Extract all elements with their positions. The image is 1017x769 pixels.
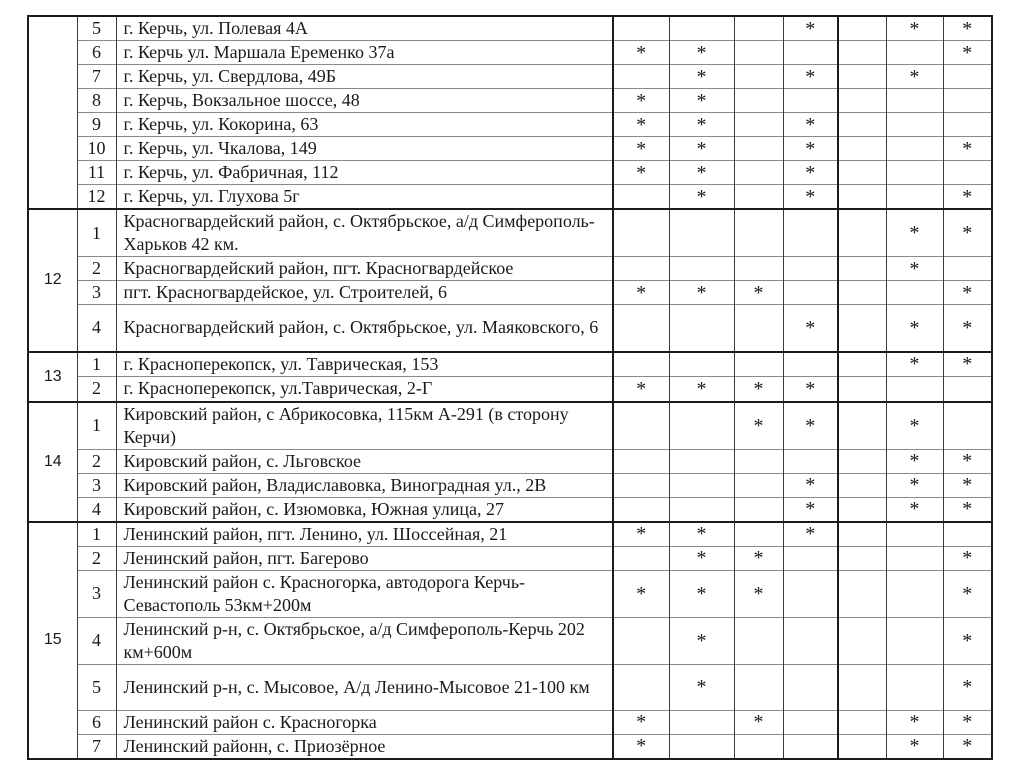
row-number-cell: 3 [77,281,116,305]
mark-cell [886,113,943,137]
group-cell: 14 [28,402,77,522]
mark-cell [886,281,943,305]
mark-cell [838,137,886,161]
mark-cell [669,209,734,257]
mark-cell [838,570,886,617]
address-cell: г. Керчь, ул. Свердлова, 49Б [116,65,613,89]
mark-cell [838,209,886,257]
address-cell: г. Керчь, ул. Полевая 4А [116,16,613,41]
row-number-cell: 9 [77,113,116,137]
mark-cell: * [669,377,734,402]
mark-cell: * [943,710,992,734]
mark-cell: * [943,497,992,522]
mark-cell: * [669,281,734,305]
group-cell: 13 [28,352,77,402]
mark-cell [669,710,734,734]
mark-cell [838,449,886,473]
address-inspection-table [27,15,993,760]
mark-cell [838,352,886,377]
mark-cell [734,137,783,161]
address-cell: г. Красноперекопск, ул. Таврическая, 153 [116,352,613,377]
mark-cell: * [669,617,734,664]
mark-cell [838,377,886,402]
address-cell: Ленинский район, пгт. Багерово [116,546,613,570]
mark-cell [943,522,992,547]
mark-cell [669,449,734,473]
row-number-cell: 10 [77,137,116,161]
mark-cell [613,209,669,257]
mark-cell: * [783,522,838,547]
mark-cell: * [943,546,992,570]
mark-cell [838,113,886,137]
mark-cell [886,617,943,664]
row-number-cell: 4 [77,617,116,664]
mark-cell [613,305,669,352]
mark-cell: * [783,65,838,89]
row-number-cell: 2 [77,257,116,281]
mark-cell [783,352,838,377]
address-cell: Кировский район, с. Изюмовка, Южная улица, 27 [116,497,613,522]
mark-cell [734,497,783,522]
mark-cell: * [669,570,734,617]
address-cell: Ленинский район с. Красногорка, автодорога Керчь-Севастополь 53км+200м [116,570,613,617]
mark-cell [943,257,992,281]
mark-cell [734,473,783,497]
mark-cell [613,402,669,450]
mark-cell: * [943,281,992,305]
mark-cell [838,185,886,210]
mark-cell [838,497,886,522]
address-cell: Ленинский район с. Красногорка [116,710,613,734]
address-cell: г. Керчь, ул. Кокорина, 63 [116,113,613,137]
row-number-cell: 1 [77,402,116,450]
mark-cell [669,473,734,497]
mark-cell: * [886,449,943,473]
mark-cell [783,41,838,65]
mark-cell [886,377,943,402]
mark-cell [613,65,669,89]
mark-cell: * [783,16,838,41]
mark-cell [613,257,669,281]
mark-cell: * [669,522,734,547]
mark-cell: * [886,710,943,734]
row-number-cell: 7 [77,734,116,759]
mark-cell: * [783,113,838,137]
mark-cell: * [783,497,838,522]
mark-cell [669,497,734,522]
mark-cell [943,113,992,137]
group-cell: 15 [28,522,77,759]
mark-cell [886,41,943,65]
row-number-cell: 2 [77,546,116,570]
row-number-cell: 6 [77,710,116,734]
mark-cell [734,617,783,664]
mark-cell: * [886,209,943,257]
mark-cell [734,16,783,41]
mark-cell [734,113,783,137]
mark-cell: * [613,522,669,547]
mark-cell [613,473,669,497]
group-cell [28,16,77,209]
mark-cell: * [613,113,669,137]
mark-cell [669,305,734,352]
mark-cell [734,89,783,113]
mark-cell [734,305,783,352]
address-cell: Кировский район, с. Льговское [116,449,613,473]
mark-cell [838,734,886,759]
mark-cell [613,449,669,473]
row-number-cell: 4 [77,497,116,522]
mark-cell [943,377,992,402]
address-cell: Красногвардейский район, с. Октябрьское, а/д Симферополь-Харьков 42 км. [116,209,613,257]
mark-cell: * [943,449,992,473]
mark-cell [886,185,943,210]
address-cell: Кировский район, Владиславовка, Виноградная ул., 2В [116,473,613,497]
address-cell: Ленинский р-н, с. Октябрьское, а/д Симферополь-Керчь 202 км+600м [116,617,613,664]
mark-cell: * [669,65,734,89]
mark-cell: * [669,137,734,161]
mark-cell [613,185,669,210]
address-cell: г. Керчь, ул. Чкалова, 149 [116,137,613,161]
address-cell: Красногвардейский район, пгт. Красногвардейское [116,257,613,281]
mark-cell: * [943,570,992,617]
address-cell: пгт. Красногвардейское, ул. Строителей, 6 [116,281,613,305]
mark-cell: * [943,137,992,161]
row-number-cell: 5 [77,16,116,41]
mark-cell [838,161,886,185]
mark-cell: * [613,710,669,734]
mark-cell: * [669,113,734,137]
mark-cell [886,137,943,161]
address-cell: г. Керчь, ул. Глухова 5г [116,185,613,210]
address-cell: Ленинский р-н, с. Мысовое, А/д Ленино-Мысовое 21-100 км [116,664,613,710]
mark-cell: * [669,185,734,210]
mark-cell: * [669,41,734,65]
mark-cell: * [886,16,943,41]
mark-cell: * [734,377,783,402]
mark-cell [783,449,838,473]
mark-cell: * [613,89,669,113]
mark-cell [943,161,992,185]
row-number-cell: 6 [77,41,116,65]
row-number-cell: 1 [77,209,116,257]
mark-cell: * [613,41,669,65]
mark-cell [838,522,886,547]
mark-cell [734,161,783,185]
mark-cell [669,734,734,759]
mark-cell: * [734,402,783,450]
mark-cell [943,402,992,450]
row-number-cell: 2 [77,449,116,473]
mark-cell [783,710,838,734]
mark-cell [734,257,783,281]
mark-cell: * [886,497,943,522]
mark-cell: * [669,161,734,185]
mark-cell [838,710,886,734]
row-number-cell: 7 [77,65,116,89]
row-number-cell: 11 [77,161,116,185]
mark-cell [838,257,886,281]
mark-cell [886,664,943,710]
mark-cell [886,522,943,547]
mark-cell: * [943,16,992,41]
mark-cell [838,65,886,89]
row-number-cell: 1 [77,352,116,377]
mark-cell [943,89,992,113]
mark-cell: * [943,352,992,377]
mark-cell [613,352,669,377]
mark-cell: * [734,570,783,617]
row-number-cell: 12 [77,185,116,210]
mark-cell: * [613,734,669,759]
address-cell: г. Керчь, ул. Фабричная, 112 [116,161,613,185]
mark-cell: * [613,377,669,402]
mark-cell [783,209,838,257]
mark-cell: * [886,65,943,89]
mark-cell [613,497,669,522]
mark-cell [613,546,669,570]
mark-cell [734,41,783,65]
mark-cell [734,209,783,257]
mark-cell: * [886,473,943,497]
address-cell: г. Керчь ул. Маршала Еременко 37а [116,41,613,65]
mark-cell: * [613,137,669,161]
mark-cell [783,281,838,305]
mark-cell: * [886,257,943,281]
mark-cell: * [669,546,734,570]
mark-cell [838,473,886,497]
mark-cell [783,89,838,113]
row-number-cell: 8 [77,89,116,113]
mark-cell: * [783,137,838,161]
mark-cell [886,546,943,570]
mark-cell: * [886,305,943,352]
mark-cell: * [886,402,943,450]
address-cell: Ленинский районн, с. Приозёрное [116,734,613,759]
mark-cell: * [734,546,783,570]
mark-cell: * [783,161,838,185]
mark-cell [886,89,943,113]
row-number-cell: 1 [77,522,116,547]
mark-cell [783,617,838,664]
mark-cell [943,65,992,89]
mark-cell [783,546,838,570]
row-number-cell: 3 [77,570,116,617]
mark-cell [734,449,783,473]
mark-cell [886,161,943,185]
mark-cell: * [943,734,992,759]
address-cell: Ленинский район, пгт. Ленино, ул. Шоссейная, 21 [116,522,613,547]
mark-cell: * [943,41,992,65]
mark-cell [838,305,886,352]
mark-cell [838,402,886,450]
mark-cell: * [943,617,992,664]
mark-cell [669,352,734,377]
mark-cell: * [669,664,734,710]
mark-cell [783,734,838,759]
address-cell: Красногвардейский район, с. Октябрьское, ул. Маяковского, 6 [116,305,613,352]
mark-cell: * [886,734,943,759]
mark-cell: * [613,570,669,617]
mark-cell: * [734,281,783,305]
mark-cell [838,41,886,65]
mark-cell [669,257,734,281]
mark-cell: * [613,281,669,305]
address-cell: Кировский район, с Абрикосовка, 115км А-291 (в сторону Керчи) [116,402,613,450]
mark-cell [734,664,783,710]
mark-cell [838,281,886,305]
group-cell: 12 [28,209,77,352]
mark-cell [838,16,886,41]
mark-cell [838,89,886,113]
mark-cell: * [783,402,838,450]
mark-cell [734,734,783,759]
row-number-cell: 4 [77,305,116,352]
mark-cell [886,570,943,617]
mark-cell [734,522,783,547]
mark-cell: * [734,710,783,734]
mark-cell [613,617,669,664]
mark-cell [669,16,734,41]
mark-cell: * [943,185,992,210]
mark-cell: * [783,473,838,497]
address-cell: г. Красноперекопск, ул.Таврическая, 2-Г [116,377,613,402]
mark-cell [734,185,783,210]
mark-cell: * [783,305,838,352]
mark-cell: * [943,664,992,710]
mark-cell [838,664,886,710]
address-cell: г. Керчь, Вокзальное шоссе, 48 [116,89,613,113]
row-number-cell: 2 [77,377,116,402]
mark-cell [734,65,783,89]
mark-cell [783,664,838,710]
mark-cell [613,16,669,41]
mark-cell [838,546,886,570]
mark-cell [838,617,886,664]
mark-cell [669,402,734,450]
mark-cell [734,352,783,377]
mark-cell: * [783,377,838,402]
mark-cell: * [783,185,838,210]
mark-cell: * [943,473,992,497]
mark-cell: * [613,161,669,185]
mark-cell: * [943,305,992,352]
row-number-cell: 3 [77,473,116,497]
mark-cell [783,570,838,617]
mark-cell [613,664,669,710]
mark-cell: * [886,352,943,377]
row-number-cell: 5 [77,664,116,710]
mark-cell [783,257,838,281]
mark-cell: * [943,209,992,257]
mark-cell: * [669,89,734,113]
